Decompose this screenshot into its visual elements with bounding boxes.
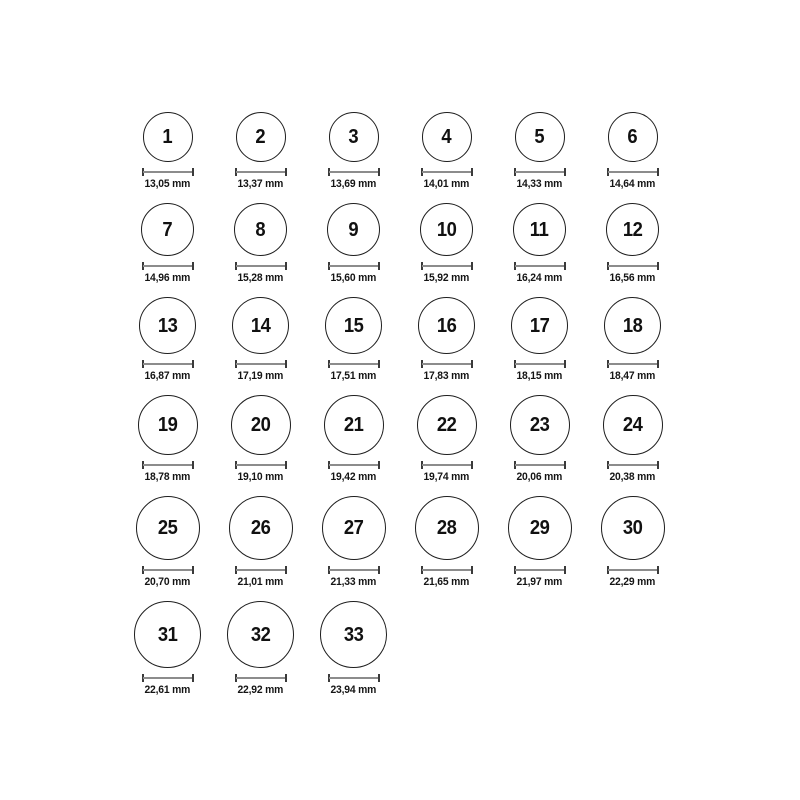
measure-tick-right-icon [285, 566, 287, 574]
ring-number: 10 [436, 218, 457, 241]
measure-tick-right-icon [378, 168, 380, 176]
ring-number: 28 [436, 517, 457, 539]
ring-number: 25 [157, 517, 178, 539]
diameter-measure [142, 262, 194, 270]
ring-size-cell [307, 203, 400, 285]
ring-circle [417, 395, 477, 455]
ring-circle [511, 297, 568, 354]
ring-circle [232, 297, 289, 354]
ring-size-cell [586, 496, 679, 589]
measure-line-icon [515, 363, 565, 365]
measure-tick-right-icon [192, 461, 194, 469]
diameter-label: 17,19 mm [237, 370, 284, 382]
measure-tick-right-icon [471, 168, 473, 176]
measure-line-icon [515, 569, 565, 571]
ring-size-cell [307, 601, 400, 697]
ring-circle [325, 297, 382, 354]
measure-line-icon [422, 363, 472, 365]
measure-tick-right-icon [657, 566, 659, 574]
ring-number: 16 [436, 314, 457, 337]
ring-number: 20 [250, 414, 271, 436]
measure-tick-right-icon [285, 674, 287, 682]
diameter-label: 18,15 mm [516, 370, 563, 382]
measure-line-icon [143, 569, 193, 571]
measure-tick-right-icon [378, 566, 380, 574]
diameter-measure [607, 168, 659, 176]
diameter-measure [235, 461, 287, 469]
ring-circle [608, 112, 658, 162]
diameter-measure [142, 168, 194, 176]
diameter-label: 16,24 mm [516, 272, 563, 284]
ring-number: 26 [250, 517, 271, 539]
ring-number: 7 [162, 218, 173, 241]
measure-line-icon [143, 265, 193, 267]
diameter-measure [328, 168, 380, 176]
measure-line-icon [236, 569, 286, 571]
ring-size-cell [214, 297, 307, 383]
diameter-label: 15,28 mm [237, 272, 284, 284]
measure-tick-right-icon [378, 262, 380, 270]
ring-number: 17 [529, 314, 550, 337]
ring-size-cell [214, 496, 307, 589]
ring-size-cell [307, 112, 400, 191]
measure-line-icon [329, 265, 379, 267]
measure-line-icon [329, 569, 379, 571]
ring-circle [234, 203, 287, 256]
ring-size-cell [121, 395, 214, 484]
diameter-measure [142, 566, 194, 574]
ring-circle [134, 601, 201, 668]
diameter-label: 19,10 mm [237, 471, 284, 483]
diameter-measure [607, 566, 659, 574]
ring-number: 11 [530, 218, 549, 241]
diameter-measure [607, 360, 659, 368]
measure-line-icon [608, 171, 658, 173]
measure-tick-right-icon [285, 262, 287, 270]
ring-circle [227, 601, 294, 668]
diameter-label: 20,70 mm [144, 576, 191, 588]
diameter-label: 21,01 mm [237, 576, 284, 588]
ring-circle [138, 395, 198, 455]
measure-line-icon [422, 171, 472, 173]
diameter-label: 18,78 mm [144, 471, 191, 483]
diameter-label: 13,69 mm [330, 178, 377, 190]
ring-size-cell [493, 297, 586, 383]
diameter-label: 21,97 mm [516, 576, 563, 588]
ring-number: 2 [255, 126, 266, 148]
measure-tick-right-icon [564, 360, 566, 368]
ring-size-cell [586, 112, 679, 191]
ring-size-cell [400, 496, 493, 589]
measure-tick-right-icon [378, 674, 380, 682]
measure-tick-right-icon [564, 168, 566, 176]
diameter-measure [328, 262, 380, 270]
ring-number: 23 [529, 414, 550, 436]
measure-tick-right-icon [657, 360, 659, 368]
measure-line-icon [143, 363, 193, 365]
diameter-measure [421, 262, 473, 270]
ring-number: 30 [622, 517, 643, 539]
ring-size-cell [214, 601, 307, 697]
ring-size-cell [214, 395, 307, 484]
measure-line-icon [515, 464, 565, 466]
ring-size-cell [400, 297, 493, 383]
diameter-measure [235, 168, 287, 176]
ring-number: 18 [622, 314, 643, 337]
ring-number: 33 [343, 623, 364, 646]
diameter-measure [328, 566, 380, 574]
ring-size-cell [214, 203, 307, 285]
ring-number: 22 [436, 414, 457, 436]
measure-tick-right-icon [471, 262, 473, 270]
diameter-label: 21,33 mm [330, 576, 377, 588]
diameter-label: 22,29 mm [609, 576, 656, 588]
ring-number: 24 [622, 414, 643, 436]
measure-line-icon [422, 265, 472, 267]
ring-circle [139, 297, 196, 354]
measure-line-icon [608, 363, 658, 365]
diameter-measure [514, 566, 566, 574]
ring-size-cell [307, 297, 400, 383]
ring-number: 13 [157, 314, 178, 337]
measure-tick-right-icon [471, 360, 473, 368]
ring-number: 14 [250, 314, 271, 337]
diameter-measure [235, 674, 287, 682]
measure-line-icon [236, 265, 286, 267]
diameter-label: 14,01 mm [423, 178, 470, 190]
ring-size-cell [121, 601, 214, 697]
measure-tick-right-icon [657, 168, 659, 176]
diameter-measure [514, 262, 566, 270]
measure-line-icon [608, 464, 658, 466]
diameter-measure [235, 360, 287, 368]
ring-size-cell [400, 203, 493, 285]
measure-line-icon [608, 265, 658, 267]
measure-line-icon [329, 677, 379, 679]
measure-tick-right-icon [564, 461, 566, 469]
ring-number: 8 [255, 218, 266, 241]
ring-circle [422, 112, 472, 162]
ring-number: 6 [627, 126, 638, 148]
diameter-label: 15,60 mm [330, 272, 377, 284]
ring-number: 1 [162, 126, 173, 148]
diameter-label: 22,92 mm [237, 684, 284, 696]
ring-size-cell [586, 203, 679, 285]
ring-size-cell [586, 395, 679, 484]
measure-line-icon [515, 171, 565, 173]
measure-tick-right-icon [285, 168, 287, 176]
diameter-measure [235, 566, 287, 574]
diameter-label: 21,65 mm [423, 576, 470, 588]
ring-circle [604, 297, 661, 354]
measure-line-icon [236, 464, 286, 466]
ring-size-cell [493, 496, 586, 589]
ring-size-cell [121, 496, 214, 589]
ring-size-cell [121, 297, 214, 383]
diameter-label: 14,33 mm [516, 178, 563, 190]
measure-line-icon [515, 265, 565, 267]
measure-tick-right-icon [657, 262, 659, 270]
ring-circle [329, 112, 379, 162]
diameter-measure [607, 262, 659, 270]
ring-circle [603, 395, 663, 455]
ring-circle [510, 395, 570, 455]
diameter-label: 16,87 mm [144, 370, 191, 382]
diameter-label: 22,61 mm [144, 684, 191, 696]
diameter-label: 13,37 mm [237, 178, 284, 190]
diameter-measure [328, 461, 380, 469]
diameter-label: 17,83 mm [423, 370, 470, 382]
measure-line-icon [236, 677, 286, 679]
ring-number: 21 [343, 414, 364, 436]
measure-tick-right-icon [378, 360, 380, 368]
ring-number: 5 [534, 126, 545, 148]
ring-size-cell [400, 112, 493, 191]
ring-size-cell [121, 203, 214, 285]
diameter-measure [235, 262, 287, 270]
ring-number: 32 [250, 623, 271, 646]
measure-tick-right-icon [192, 674, 194, 682]
diameter-label: 19,74 mm [423, 471, 470, 483]
ring-number: 4 [441, 126, 452, 148]
measure-tick-right-icon [285, 360, 287, 368]
measure-tick-right-icon [285, 461, 287, 469]
ring-size-cell [307, 395, 400, 484]
ring-number: 27 [343, 517, 364, 539]
measure-tick-right-icon [471, 566, 473, 574]
ring-circle [606, 203, 659, 256]
diameter-measure [328, 360, 380, 368]
diameter-measure [142, 360, 194, 368]
measure-tick-right-icon [564, 262, 566, 270]
diameter-label: 20,06 mm [516, 471, 563, 483]
diameter-label: 14,64 mm [609, 178, 656, 190]
ring-size-cell [493, 112, 586, 191]
ring-circle [229, 496, 293, 560]
diameter-label: 16,56 mm [609, 272, 656, 284]
diameter-measure [328, 674, 380, 682]
measure-tick-right-icon [192, 168, 194, 176]
ring-circle [141, 203, 194, 256]
diameter-label: 23,94 mm [330, 684, 377, 696]
measure-tick-right-icon [564, 566, 566, 574]
measure-line-icon [422, 569, 472, 571]
ring-circle [418, 297, 475, 354]
diameter-measure [514, 168, 566, 176]
ring-size-cell [121, 112, 214, 191]
diameter-measure [514, 461, 566, 469]
diameter-label: 17,51 mm [330, 370, 377, 382]
ring-size-cell [493, 203, 586, 285]
ring-number: 12 [622, 218, 643, 241]
measure-line-icon [236, 171, 286, 173]
diameter-measure [421, 566, 473, 574]
diameter-measure [421, 168, 473, 176]
diameter-measure [142, 674, 194, 682]
ring-circle [601, 496, 665, 560]
diameter-label: 18,47 mm [609, 370, 656, 382]
diameter-measure [514, 360, 566, 368]
ring-size-cell [586, 297, 679, 383]
ring-number: 31 [157, 623, 178, 646]
ring-circle [236, 112, 286, 162]
measure-line-icon [143, 677, 193, 679]
ring-circle [508, 496, 572, 560]
measure-line-icon [236, 363, 286, 365]
measure-tick-right-icon [192, 262, 194, 270]
ring-circle [136, 496, 200, 560]
ring-size-cell [400, 395, 493, 484]
measure-line-icon [329, 464, 379, 466]
ring-size-cell [493, 395, 586, 484]
diameter-label: 13,05 mm [144, 178, 191, 190]
ring-number: 29 [529, 517, 550, 539]
diameter-measure [421, 360, 473, 368]
ring-circle [320, 601, 387, 668]
diameter-measure [142, 461, 194, 469]
diameter-measure [421, 461, 473, 469]
ring-circle [327, 203, 380, 256]
measure-tick-right-icon [378, 461, 380, 469]
ring-size-cell [214, 112, 307, 191]
ring-number: 19 [157, 414, 178, 436]
ring-circle [231, 395, 291, 455]
measure-tick-right-icon [657, 461, 659, 469]
measure-tick-right-icon [192, 566, 194, 574]
measure-line-icon [143, 171, 193, 173]
measure-line-icon [422, 464, 472, 466]
measure-tick-right-icon [471, 461, 473, 469]
diameter-label: 15,92 mm [423, 272, 470, 284]
measure-line-icon [143, 464, 193, 466]
ring-size-cell [307, 496, 400, 589]
ring-circle [322, 496, 386, 560]
measure-line-icon [608, 569, 658, 571]
ring-circle [143, 112, 193, 162]
ring-number: 9 [348, 218, 359, 241]
diameter-label: 14,96 mm [144, 272, 191, 284]
ring-number: 3 [348, 126, 359, 148]
ring-number: 15 [343, 314, 364, 337]
measure-tick-right-icon [192, 360, 194, 368]
ring-circle [513, 203, 566, 256]
diameter-measure [607, 461, 659, 469]
ring-circle [415, 496, 479, 560]
diameter-label: 19,42 mm [330, 471, 377, 483]
measure-line-icon [329, 363, 379, 365]
diameter-label: 20,38 mm [609, 471, 656, 483]
ring-circle [420, 203, 473, 256]
ring-circle [515, 112, 565, 162]
ring-circle [324, 395, 384, 455]
measure-line-icon [329, 171, 379, 173]
